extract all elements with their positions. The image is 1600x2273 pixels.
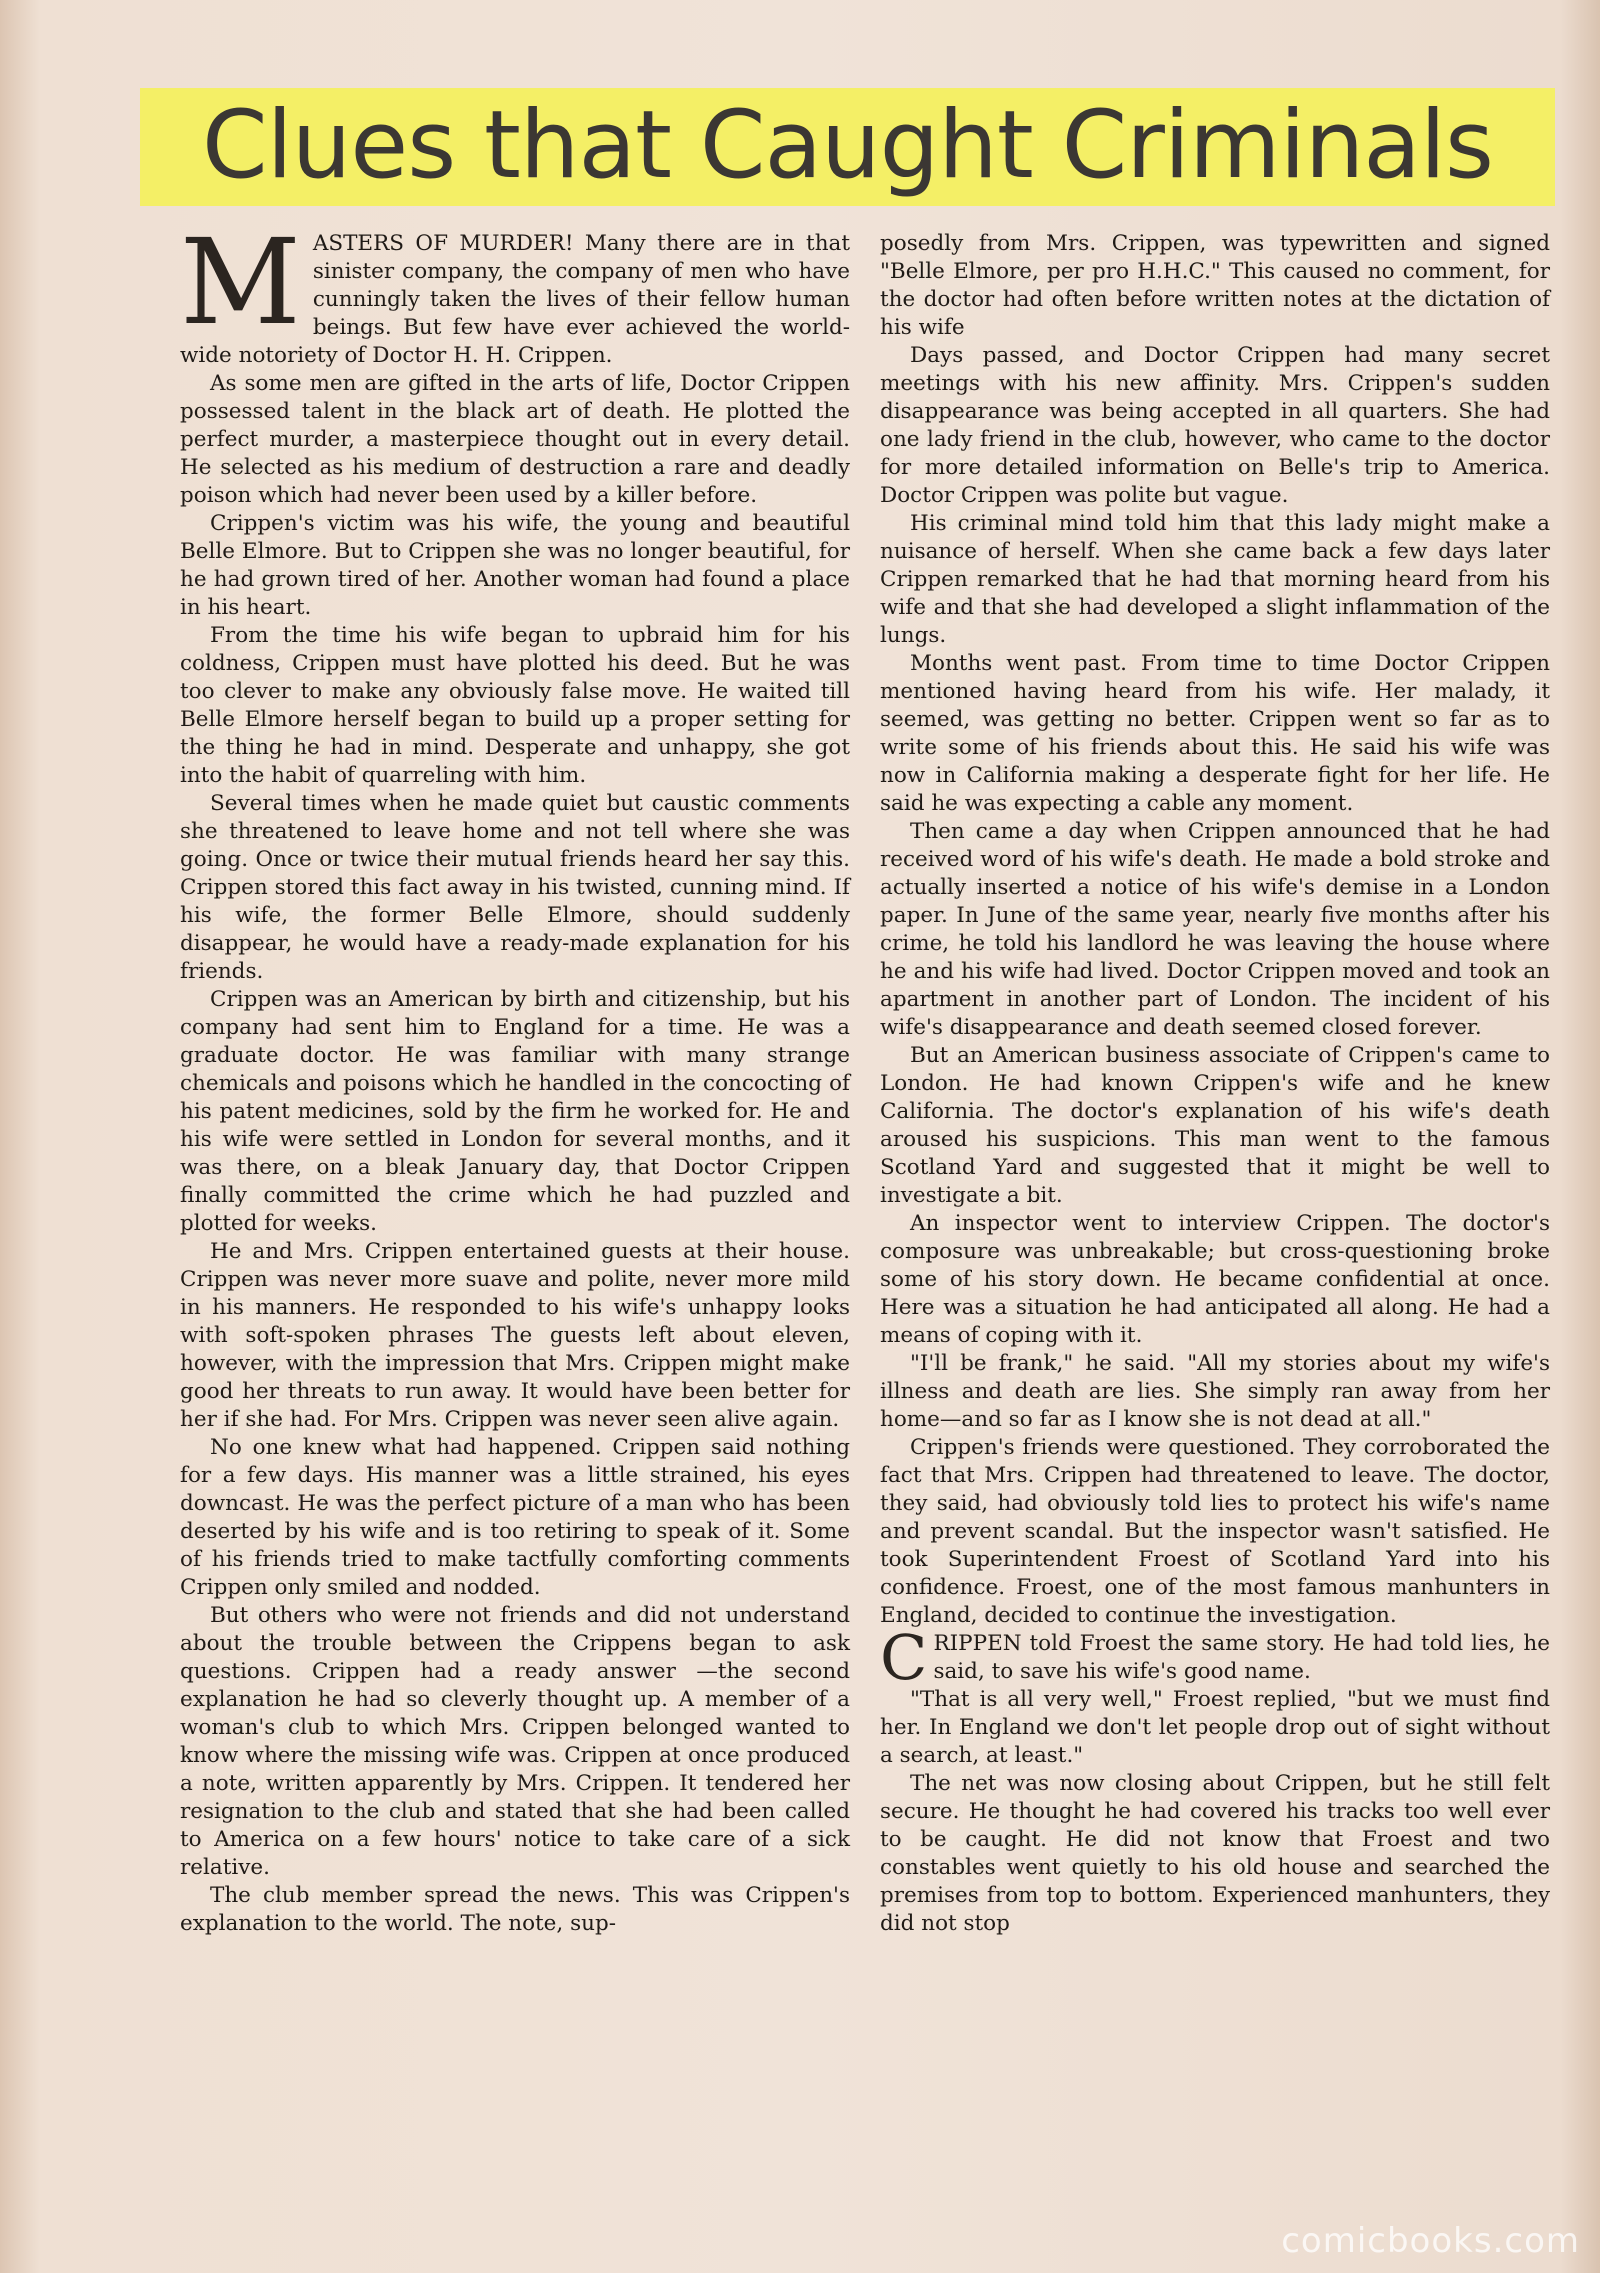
paragraph: Days passed, and Doctor Crippen had many secret meetings with his new affinity. Mrs. Crippen's sudden disappearance was being accepted in all quarters. She had one lady friend in the club, however, who came to the doctor for more detailed information on Belle's trip to America. Doctor Crippen was polite but vague. xyxy=(880,343,1550,508)
left-column xyxy=(180,213,850,1938)
paragraph: "I'll be frank," he said. "All my stories about my wife's illness and death are lies. She simply ran away from her home—and so far as I know she is not dead at all." xyxy=(880,1351,1550,1432)
paragraph: CRIPPEN told Froest the same story. He had told lies, he said, to save his wife's good name. xyxy=(880,1621,1550,1694)
paragraph: MASTERS OF MURDER! Many there are in that sinister company, the company of men who have cunningly taken the lives of their fellow human beings. But few have ever achieved the world-wide notoriety of Doctor H. H. Crippen. xyxy=(180,213,850,368)
paragraph: Months went past. From time to time Doctor Crippen mentioned having heard from his wife. Her malady, it seemed, was getting no better. Crippen went so far as to write some of his friends about this. He said his wife was now in California making a desperate fight for her life. He said he was expecting a cable any moment. xyxy=(880,651,1550,816)
title-banner xyxy=(140,88,1555,206)
paragraph: "That is all very well," Froest replied, "but we must find her. In England we don't let people drop out of sight without a search, at least." xyxy=(880,1687,1550,1768)
paragraph: As some men are gifted in the arts of life, Doctor Crippen possessed talent in the black art of death. He plotted the perfect murder, a masterpiece thought out in every detail. He selected as his medium of destruction a rare and deadly poison which had never been used by a killer before. xyxy=(180,371,850,508)
paragraph: But an American business associate of Crippen's came to London. He had known Crippen's wife and he knew California. The doctor's explanation of his wife's death aroused his suspicions. This man went to the famous Scotland Yard and suggested that it might be well to investigate a bit. xyxy=(880,1043,1550,1208)
paragraph: The net was now closing about Crippen, but he still felt secure. He thought he had covered his tracks too well ever to be caught. He did not know that Froest and two constables went quietly to his old house and searched the premises from top to bottom. Experienced manhunters, they did not stop xyxy=(880,1771,1550,1936)
right-column xyxy=(880,230,1550,1938)
paragraph: But others who were not friends and did not understand about the trouble between the Crippens began to ask questions. Crippen had a ready answer —the second explanation he had so cleverly thought up. A member of a woman's club to which Mrs. Crippen belonged wanted to know where the missing wife was. Crippen at once produced a note, written apparently by Mrs. Crippen. It tendered her resignation to the club and stated that she had been called to America on a few hours' notice to take care of a sick relative. xyxy=(180,1603,850,1880)
paragraph: Then came a day when Crippen announced that he had received word of his wife's death. He made a bold stroke and actually inserted a notice of his wife's demise in a London paper. In June of the same year, nearly five months after his crime, he told his landlord he was leaving the house where he and his wife had lived. Doctor Crippen moved and took an apartment in another part of London. The incident of his wife's disappearance and death seemed closed forever. xyxy=(880,819,1550,1040)
paragraph: From the time his wife began to upbraid him for his coldness, Crippen must have plotted his deed. But he was too clever to make any obviously false move. He waited till Belle Elmore herself began to build up a proper setting for the thing he had in mind. Desperate and unhappy, she got into the habit of quarreling with him. xyxy=(180,623,850,788)
paragraph: An inspector went to interview Crippen. The doctor's composure was unbreakable; but cross-questioning broke some of his story down. He became confidential at once. Here was a situation he had anticipated all along. He had a means of coping with it. xyxy=(880,1211,1550,1348)
drop-cap: M xyxy=(180,213,301,351)
paragraph: The club member spread the news. This was Crippen's explanation to the world. The note, sup- xyxy=(180,1883,850,1936)
paragraph: posedly from Mrs. Crippen, was typewritten and signed "Belle Elmore, per pro H.H.C." This caused no comment, for the doctor had often before written notes at the dictation of his wife xyxy=(880,231,1550,340)
paragraph: His criminal mind told him that this lady might make a nuisance of herself. When she came back a few days later Crippen remarked that he had that morning heard from his wife and that she had developed a slight inflammation of the lungs. xyxy=(880,511,1550,648)
paragraph: Crippen's friends were questioned. They corroborated the fact that Mrs. Crippen had threatened to leave. The doctor, they said, had obviously told lies to protect his wife's name and prevent scandal. But the inspector wasn't satisfied. He took Superintendent Froest of Scotland Yard into his confidence. Froest, one of the most famous manhunters in England, decided to continue the investigation. xyxy=(880,1435,1550,1628)
paragraph: Several times when he made quiet but caustic comments she threatened to leave home and not tell where she was going. Once or twice their mutual friends heard her say this. Crippen stored this fact away in his twisted, cunning mind. If his wife, the former Belle Elmore, should suddenly disappear, he would have a ready-made explanation for his friends. xyxy=(180,791,850,984)
drop-cap: C xyxy=(880,1621,928,1694)
paragraph: He and Mrs. Crippen entertained guests at their house. Crippen was never more suave and polite, never more mild in his manners. He responded to his wife's unhappy looks with soft-spoken phrases The guests left about eleven, however, with the impression that Mrs. Crippen might make good her threats to run away. It would have been better for her if she had. For Mrs. Crippen was never seen alive again. xyxy=(180,1239,850,1432)
paragraph: Crippen was an American by birth and citizenship, but his company had sent him to England for a time. He was a graduate doctor. He was familiar with many strange chemicals and poisons which he handled in the concocting of his patent medicines, sold by the firm he worked for. He and his wife were settled in London for several months, and it was there, on a bleak January day, that Doctor Crippen finally committed the crime which he had puzzled and plotted for weeks. xyxy=(180,987,850,1236)
paragraph: Crippen's victim was his wife, the young and beautiful Belle Elmore. But to Crippen she was no longer beautiful, for he had grown tired of her. Another woman had found a place in his heart. xyxy=(180,511,850,620)
paragraph: No one knew what had happened. Crippen said nothing for a few days. His manner was a little strained, his eyes downcast. He was the perfect picture of a man who has been deserted by his wife and is too retiring to speak of it. Some of his friends tried to make tactfully comforting comments Crippen only smiled and nodded. xyxy=(180,1435,850,1600)
watermark: comicbooks.com xyxy=(1281,2221,1580,2261)
page-title: Clues that Caught Criminals xyxy=(202,90,1493,200)
